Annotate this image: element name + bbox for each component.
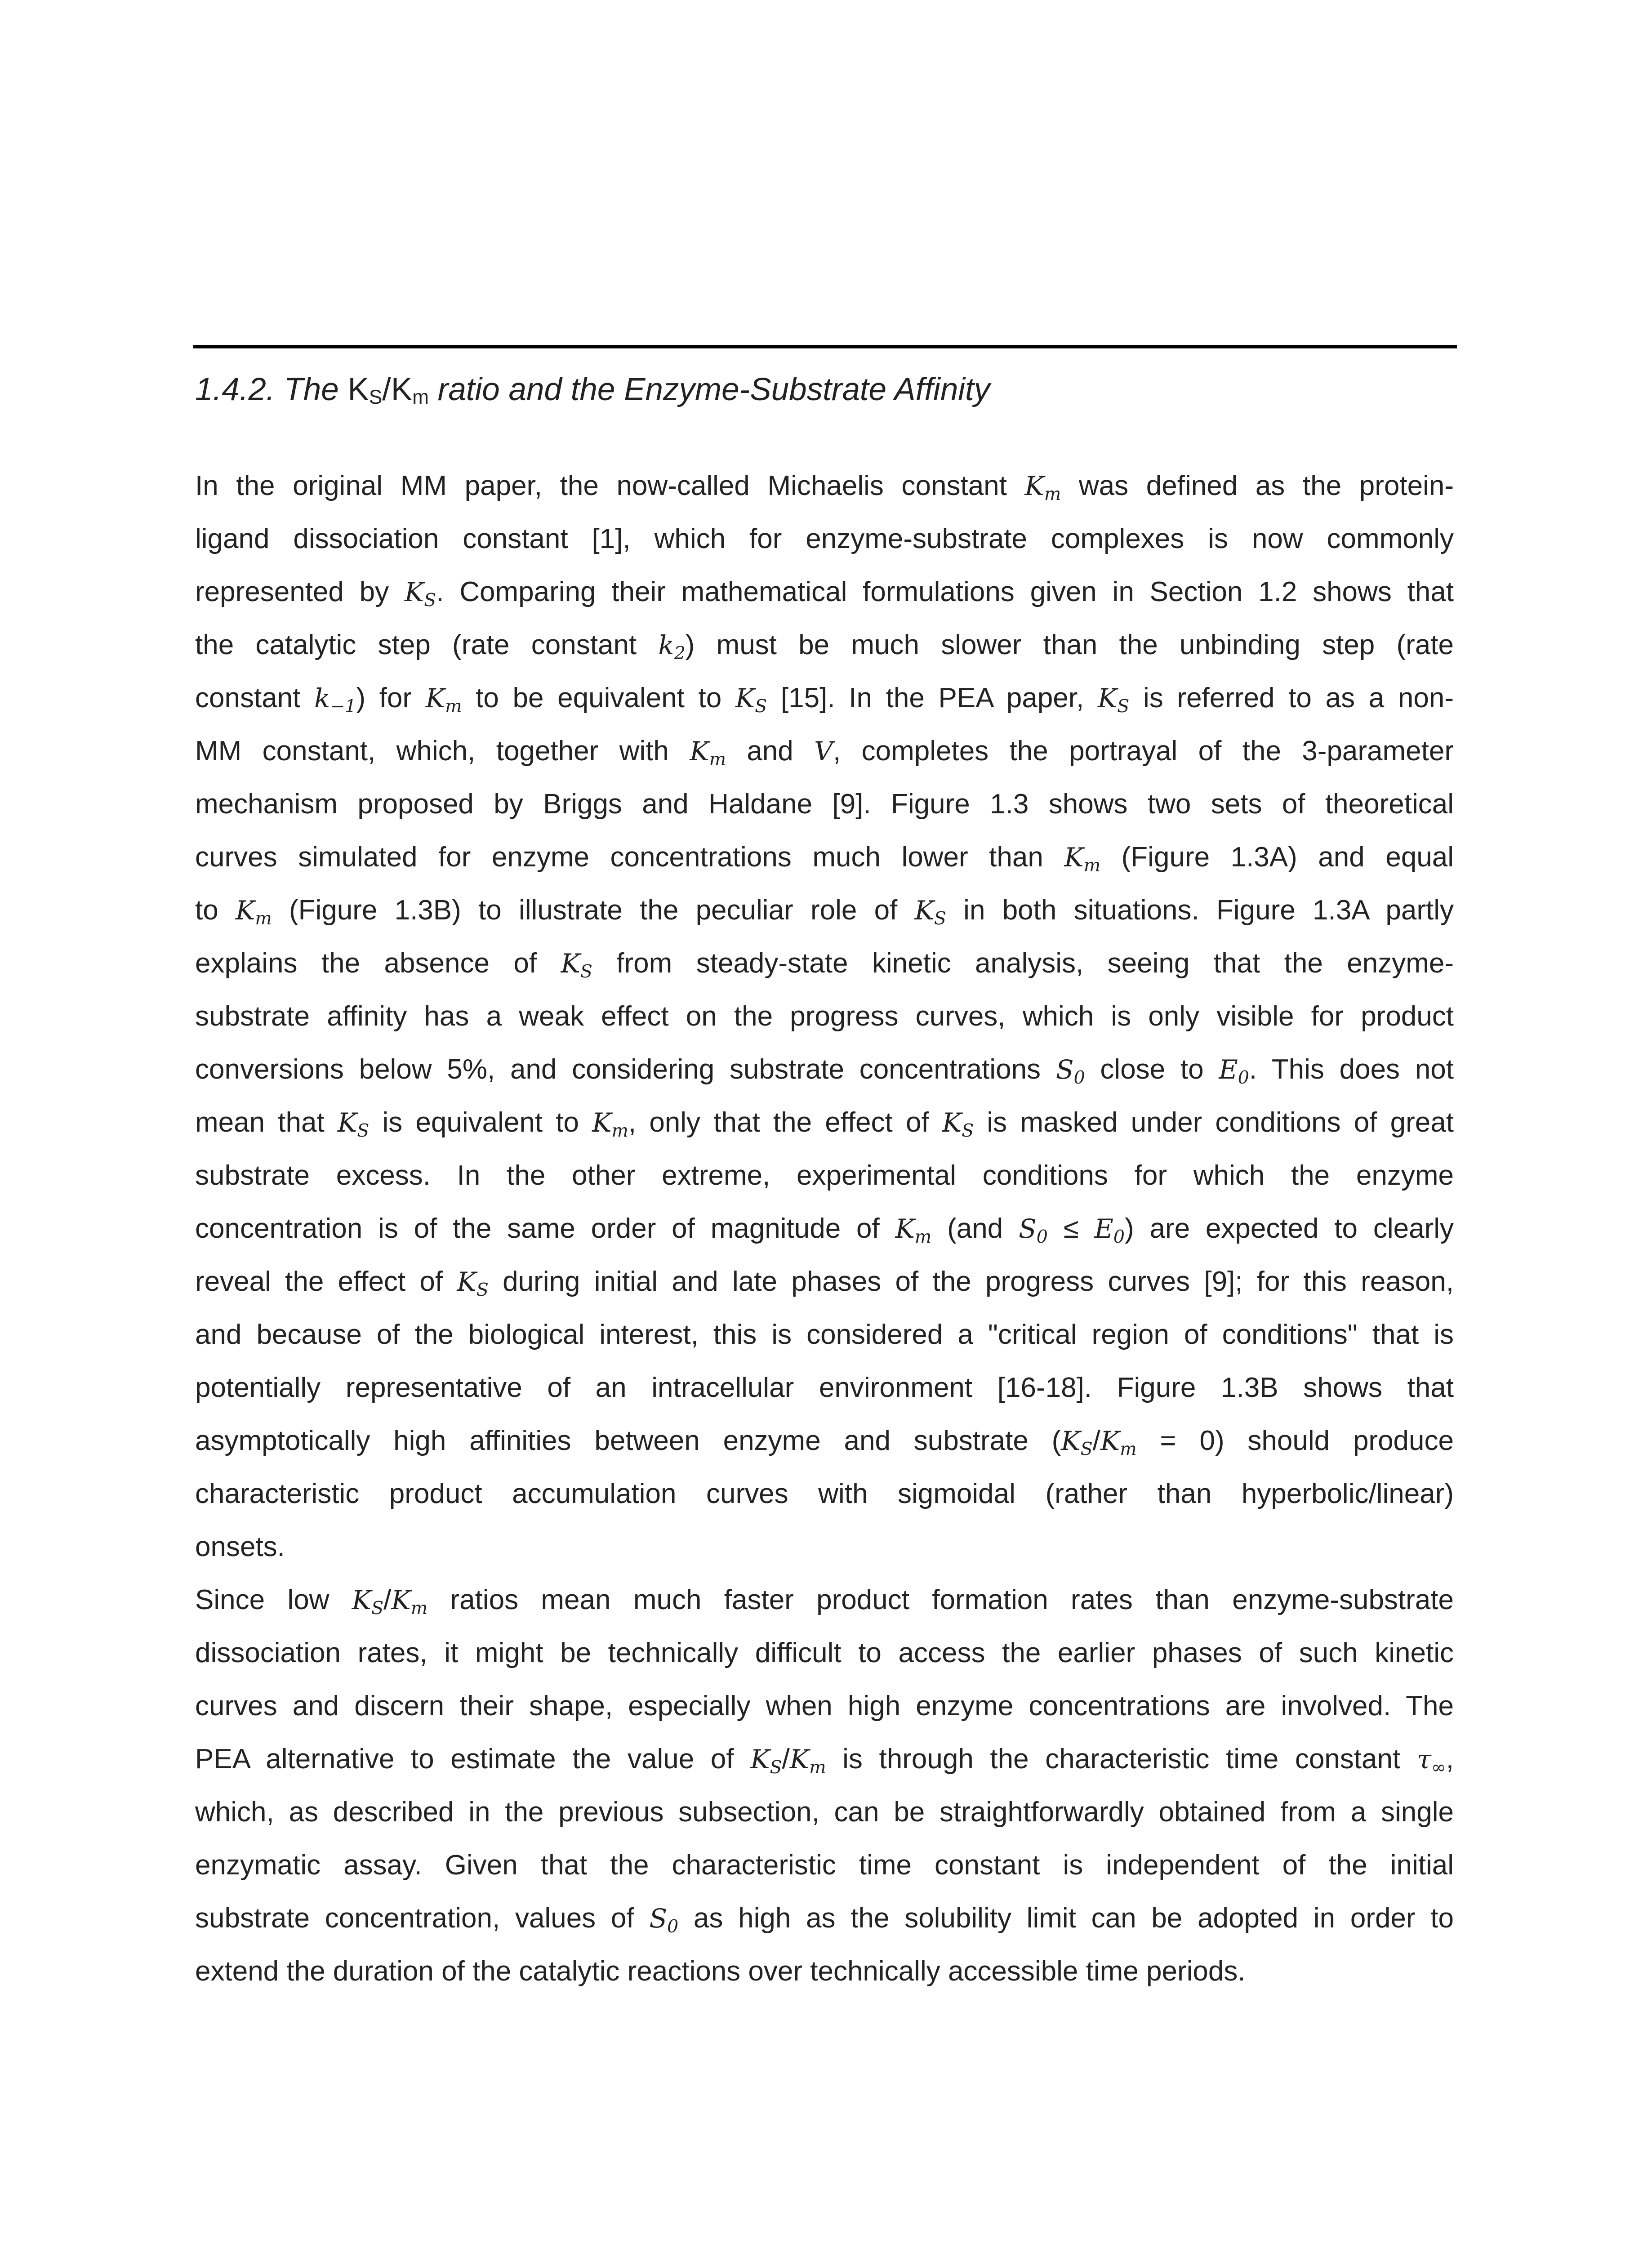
paragraph-2: [195, 1574, 1454, 1998]
header-rule: [193, 345, 1457, 348]
text-line: constant $k_{-1}$) for $K_m$ to be equivalent to $K_S$ [15]. In the PEA paper, $K_S$ is referred to as a non-: [195, 682, 1454, 717]
section-title-ratio: $K_S/K_m$: [347, 372, 429, 408]
text-line: represented by $K_S$. Comparing their mathematical formulations given in Section 1.2 shows that: [195, 576, 1454, 611]
text-line: to $K_m$ (Figure 1.3B) to illustrate the peculiar role of $K_S$ in both situations. Figure 1.3A partly: [195, 895, 1454, 929]
math-symbol: $E_0$: [1094, 1213, 1125, 1248]
math-symbol: $k_{-1}$: [314, 683, 356, 717]
text-line: conversions below 5%, and considering substrate concentrations $S_0$ close to $E_0$. This does not: [195, 1054, 1454, 1088]
text-line: PEA alternative to estimate the value of $K_S/K_m$ is through the characteristic time constant $\tau_\infty$,: [195, 1744, 1454, 1778]
math-symbol: $K_m$: [1024, 471, 1061, 505]
section-title-post: ratio and the Enzyme-Substrate Affinity: [437, 372, 990, 407]
math-symbol: $K_S$: [735, 683, 767, 717]
section-heading: [195, 371, 990, 408]
math-symbol: $K_S$: [1061, 1426, 1093, 1460]
section-number: 1.4.2.: [195, 372, 275, 407]
math-symbol: $S_0$: [649, 1903, 679, 1937]
math-symbol: $\tau_\infty$: [1416, 1744, 1446, 1778]
paragraph-1: [195, 459, 1454, 1574]
math-symbol: $K_m$: [425, 683, 462, 717]
math-symbol: $k_2$: [658, 630, 686, 664]
text-line: the catalytic step (rate constant $k_2$) must be much slower than the unbinding step (rate: [195, 629, 1454, 664]
math-symbol: $K_S$: [337, 1107, 370, 1142]
text-line: Since low $K_S/K_m$ ratios mean much faster product formation rates than enzyme-substrate: [195, 1584, 1454, 1619]
section-title-pre: The: [284, 372, 339, 407]
text-line: mechanism proposed by Briggs and Haldane [9]. Figure 1.3 shows two sets of theoretical: [195, 789, 1454, 820]
math-symbol: $K_m$: [235, 895, 272, 929]
math-symbol: $K_m$: [789, 1744, 826, 1778]
text-line: explains the absence of $K_S$ from steady-state kinetic analysis, seeing that the enzyme-: [195, 948, 1454, 982]
text-line: In the original MM paper, the now-called Michaelis constant $K_m$ was defined as the protein-: [195, 470, 1454, 505]
math-symbol: $K_S$: [561, 948, 592, 982]
text-line: onsets.: [195, 1531, 285, 1562]
text-line: substrate affinity has a weak effect on the progress curves, which is only visible for product: [195, 1001, 1454, 1032]
body-text: [195, 459, 1454, 1998]
math-symbol: $K_S$: [942, 1107, 974, 1142]
math-symbol: $S_0$: [1055, 1054, 1085, 1088]
text-line: MM constant, which, together with $K_m$ and V, completes the portrayal of the 3-parameter: [195, 736, 1454, 770]
math-symbol: $E_0$: [1219, 1054, 1249, 1088]
text-line: reveal the effect of $K_S$ during initial and late phases of the progress curves [9]; for this reason,: [195, 1266, 1454, 1301]
text-line: substrate excess. In the other extreme, experimental conditions for which the enzyme: [195, 1160, 1454, 1191]
math-symbol: $K_S$: [404, 577, 436, 611]
text-line: concentration is of the same order of magnitude of $K_m$ (and $S_0 \le E_0$) are expected to clearly: [195, 1213, 1454, 1248]
math-symbol: $K_S$: [914, 895, 946, 929]
text-line: curves and discern their shape, especially when high enzyme concentrations are involved. The: [195, 1690, 1454, 1722]
text-line: curves simulated for enzyme concentrations much lower than $K_m$ (Figure 1.3A) and equal: [195, 842, 1454, 876]
text-line: extend the duration of the catalytic reactions over technically accessible time periods.: [195, 1956, 1246, 1987]
text-line: and because of the biological interest, this is considered a "critical region of conditions" that is: [195, 1319, 1454, 1350]
text-line: dissociation rates, it might be technically difficult to access the earlier phases of such kinetic: [195, 1637, 1454, 1668]
text-line: substrate concentration, values of $S_0$ as high as the solubility limit can be adopted in order to: [195, 1903, 1454, 1937]
math-symbol: $K_S$: [1097, 683, 1130, 717]
math-symbol: $K_m$: [592, 1107, 628, 1142]
text-line: potentially representative of an intracellular environment [16-18]. Figure 1.3B shows that: [195, 1372, 1454, 1403]
text-line: enzymatic assay. Given that the characteristic time constant is independent of the initial: [195, 1850, 1454, 1881]
math-symbol: $K_S$: [457, 1267, 489, 1301]
math-symbol: $K_m$: [391, 1585, 428, 1619]
math-symbol: $S_0$: [1019, 1213, 1048, 1248]
math-symbol: $K_S$: [352, 1585, 384, 1619]
math-symbol: $K_m$: [1064, 842, 1101, 876]
text-line: which, as described in the previous subsection, can be straightforwardly obtained from a single: [195, 1797, 1454, 1828]
text-line: asymptotically high affinities between enzyme and substrate $(K_S/K_m = 0)$ should produce: [195, 1425, 1454, 1460]
text-line: characteristic product accumulation curves with sigmoidal (rather than hyperbolic/linear): [195, 1478, 1454, 1509]
math-symbol: $K_S$: [750, 1744, 782, 1778]
text-line: ligand dissociation constant [1], which for enzyme-substrate complexes is now commonly: [195, 523, 1454, 554]
math-symbol: $K_m$: [1100, 1426, 1137, 1460]
math-symbol: $K_m$: [690, 736, 726, 770]
math-symbol: V: [814, 736, 833, 767]
text-line: mean that $K_S$ is equivalent to $K_m$, only that the effect of $K_S$ is masked under conditions of great: [195, 1107, 1454, 1142]
math-symbol: $K_m$: [895, 1213, 932, 1248]
